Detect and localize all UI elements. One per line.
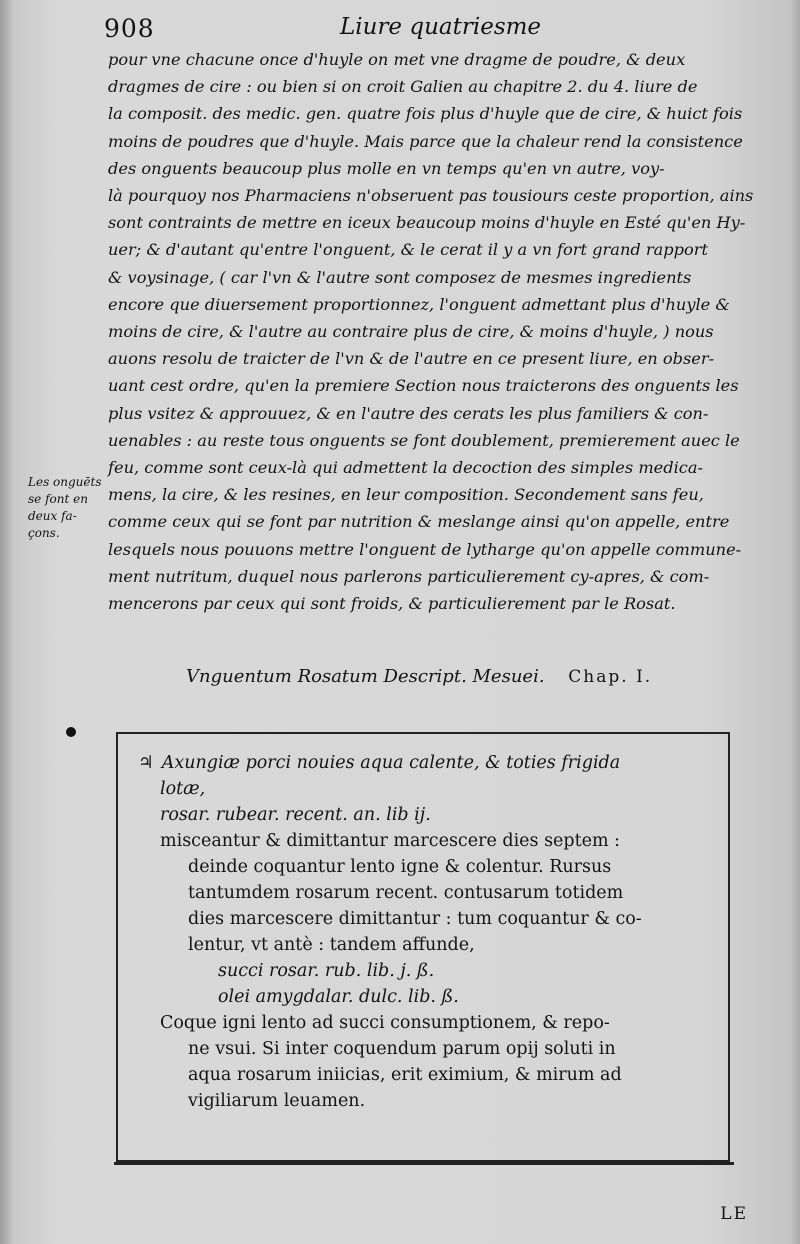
text-line: mencerons par ceux qui sont froids, & particulierement par le Rosat. <box>108 594 676 614</box>
text-line: feu, comme sont ceux-là qui admettent la decoction des simples medica- <box>108 458 703 478</box>
text-line: uant cest ordre, qu'en la premiere Section nous traicterons des onguents les <box>108 376 739 396</box>
text-line: la composit. des medic. gen. quatre fois plus d'huyle que de cire, & huict fois <box>108 104 743 124</box>
text-line: uenables : au reste tous onguents se font doublement, premierement auec le <box>108 430 740 450</box>
text-line: sont contraints de mettre en iceux beaucoup moins d'huyle en Esté qu'en Hy- <box>108 213 746 233</box>
text-line: dragmes de cire : ou bien si on croit Galien au chapitre 2. du 4. liure de <box>108 77 698 97</box>
recipe-line: succi rosar. rub. lib. j. ß. <box>218 961 435 981</box>
recipe-line-text: Axungiæ porci nouies aqua calente, & toties frigida <box>161 753 621 773</box>
text-line: comme ceux qui se font par nutrition & meslange ainsi qu'on appelle, entre <box>108 512 730 532</box>
text-line: encore que diuersement proportionnez, l'onguent admettant plus d'huyle & <box>108 294 730 314</box>
recipe-line: aqua rosarum iniicias, erit eximium, & mirum ad <box>188 1065 622 1085</box>
recipe-line: lotæ, <box>160 779 206 799</box>
rx-symbol-icon: ♃ <box>138 753 154 773</box>
margin-note-line: çons. <box>28 526 60 540</box>
body-paragraph <box>108 46 754 617</box>
recipe-line: tantumdem rosarum recent. contusarum totidem <box>188 883 624 903</box>
recipe-box <box>116 732 730 1162</box>
margin-note-line: deux fa- <box>28 509 77 523</box>
recipe-line: Coque igni lento ad succi consumptionem, & repo- <box>160 1013 610 1033</box>
text-line: auons resolu de traicter de l'vn & de l'autre en ce present liure, en obser- <box>108 349 715 369</box>
text-line: & voysinage, ( car l'vn & l'autre sont composez de mesmes ingredients <box>108 267 692 287</box>
recipe-line: olei amygdalar. dulc. lib. ß. <box>218 987 459 1007</box>
recipe-text <box>138 750 720 1114</box>
chapter-heading <box>186 666 706 687</box>
recipe-line: misceantur & dimittantur marcescere dies septem : <box>160 831 621 851</box>
text-line: moins de poudres que d'huyle. Mais parce que la chaleur rend la consistence <box>108 131 743 151</box>
margin-note-line: se font en <box>28 492 88 506</box>
recipe-line: lentur, vt antè : tandem affunde, <box>188 935 475 955</box>
text-line: lesquels nous pouuons mettre l'onguent de lytharge qu'on appelle commune- <box>108 539 742 559</box>
text-line: mens, la cire, & les resines, en leur composition. Secondement sans feu, <box>108 485 704 505</box>
recipe-line: ne vsui. Si inter coquendum parum opij soluti in <box>188 1039 616 1059</box>
catchword: LE <box>720 1204 748 1224</box>
text-line: pour vne chacune once d'huyle on met vne dragme de poudre, & deux <box>108 50 686 69</box>
page-header <box>104 14 740 44</box>
text-line: ment nutritum, duquel nous parlerons particulierement cy-apres, & com- <box>108 566 710 586</box>
running-title: Liure quatriesme <box>340 14 542 40</box>
recipe-line: rosar. rubear. recent. an. lib ij. <box>160 805 431 825</box>
text-line: moins de cire, & l'autre au contraire plus de cire, & moins d'huyle, ) nous <box>108 322 714 342</box>
text-line: des onguents beaucoup plus molle en vn temps qu'en vn autre, voy- <box>108 158 665 178</box>
margin-note <box>28 474 100 542</box>
ink-blot <box>66 727 76 737</box>
text-line: plus vsitez & approuuez, & en l'autre des cerats les plus familiers & con- <box>108 403 709 423</box>
text-line: uer; & d'autant qu'entre l'onguent, & le cerat il y a vn fort grand rapport <box>108 240 708 260</box>
recipe-line <box>138 750 720 776</box>
margin-note-line: Les onguēts <box>28 475 102 489</box>
recipe-line: dies marcescere dimittantur : tum coquantur & co- <box>188 909 642 929</box>
chapter-label: Chap. I. <box>568 667 653 687</box>
page-number: 908 <box>104 14 155 43</box>
text-line: là pourquoy nos Pharmaciens n'obseruent pas tousiours ceste proportion, ains <box>108 186 754 206</box>
chapter-title: Vnguentum Rosatum Descript. Mesuei. <box>186 666 545 687</box>
recipe-line: vigiliarum leuamen. <box>188 1091 366 1111</box>
recipe-line: deinde coquantur lento igne & colentur. Rursus <box>188 857 612 877</box>
